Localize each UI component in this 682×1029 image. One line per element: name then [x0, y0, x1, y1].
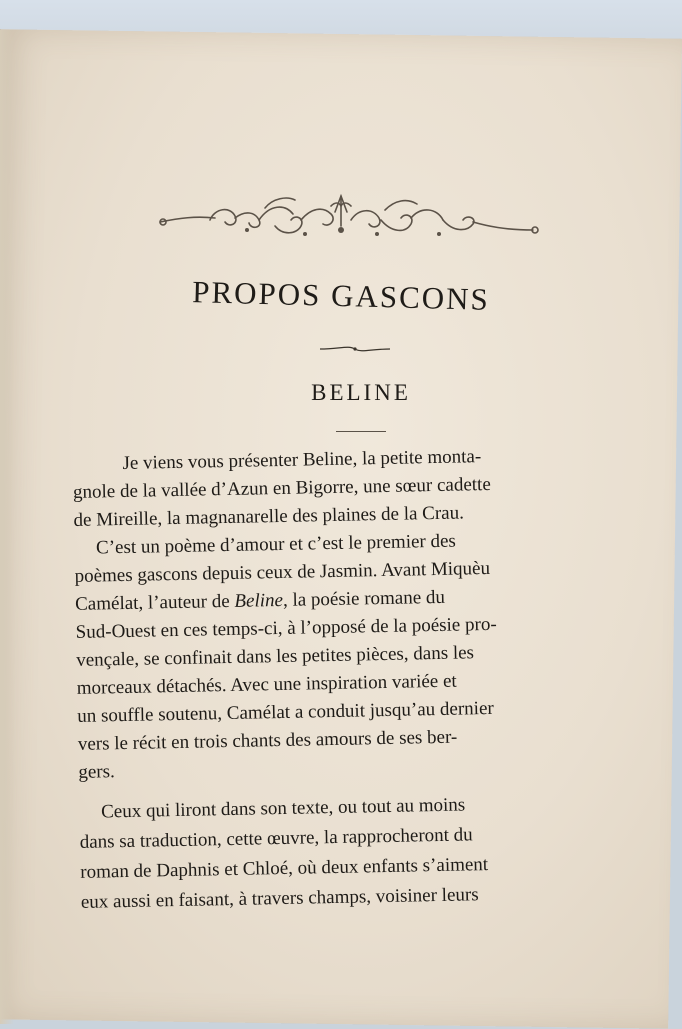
- text-line: gnole de la vallée d’Azun en Bigorre, une sœur cadette: [72, 473, 491, 503]
- title-divider-ornament: [320, 344, 390, 354]
- text-line: roman de Daphnis et Chloé, où deux enfants s’aiment: [80, 854, 489, 883]
- text-line: Sud-Ouest en ces temps-ci, à l’opposé de la poésie pro-: [75, 613, 497, 643]
- text-line: vers le récit en trois chants des amours de ses ber-: [77, 726, 458, 755]
- text-line: Ceux qui liront dans son texte, ou tout au moins: [100, 794, 466, 823]
- text-line: vençale, se confinait dans les petites pièces, dans les: [76, 642, 475, 671]
- text-line: morceaux détachés. Avec une inspiration variée et: [76, 670, 457, 699]
- italic-title: Beline: [234, 589, 284, 612]
- text-line: poèmes gascons depuis ceux de Jasmin. Avant Miquèu: [74, 557, 491, 587]
- page-edge-shadow: [0, 30, 14, 1024]
- text-line: C’est un poème d’amour et c’est le premier des: [95, 530, 457, 559]
- text-line: de Mireille, la magnanarelle des plaines de la Crau.: [73, 502, 465, 531]
- text-segment: , la poésie romane du: [282, 586, 446, 611]
- section-title: BELINE: [311, 380, 411, 405]
- section-divider: [336, 431, 386, 432]
- text-line: un souffle soutenu, Camélat a conduit jusqu’au dernier: [77, 697, 494, 727]
- decorative-ornament-icon: [155, 190, 545, 260]
- text-segment: Camélat, l’auteur de: [74, 590, 230, 615]
- page-title: PROPOS GASCONS: [191, 274, 491, 317]
- text-line: eux aussi en faisant, à travers champs, voisiner leurs: [80, 884, 479, 913]
- text-line: Je viens vous présenter Beline, la petite monta-: [122, 446, 482, 474]
- text-line: gers.: [78, 761, 115, 783]
- text-line: dans sa traduction, cette œuvre, la rapprocheront du: [79, 824, 473, 853]
